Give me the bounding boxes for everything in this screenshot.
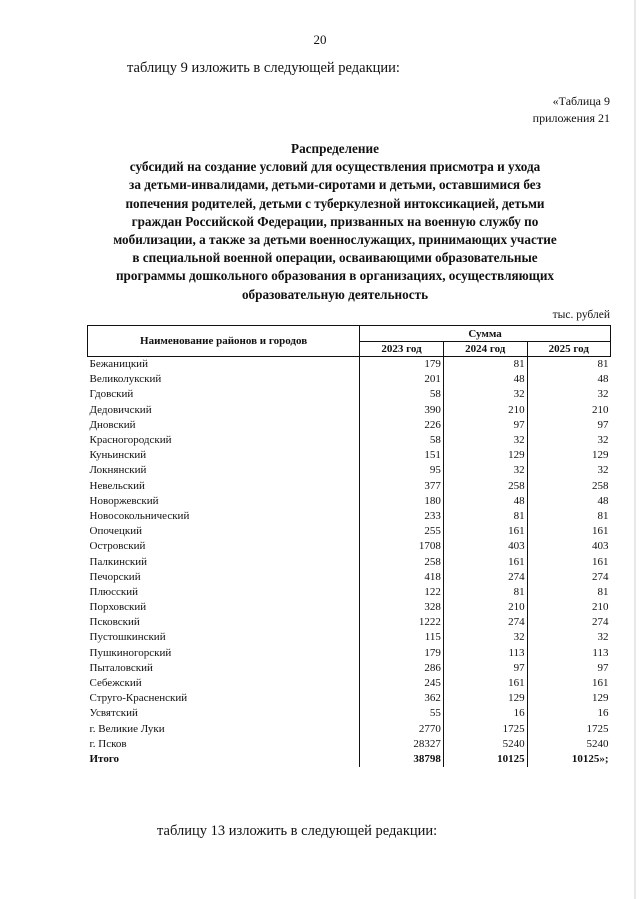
value-2025: 161 <box>592 677 609 690</box>
value-2024: 32 <box>443 630 527 645</box>
value-2025: 258 <box>592 479 609 492</box>
value-2025: 403 <box>592 540 609 553</box>
column-header-2025: 2025 год <box>527 342 610 357</box>
table-row <box>88 403 611 418</box>
table-row <box>88 676 611 691</box>
value-2025: 32 <box>597 388 609 401</box>
units-label: тыс. рублей <box>552 309 610 321</box>
column-header-name: Наименование районов и городов <box>88 326 360 357</box>
table-row <box>88 706 611 721</box>
table-row <box>88 661 611 676</box>
table-body <box>88 357 611 768</box>
table-total-row <box>88 752 611 767</box>
table-row <box>88 737 611 752</box>
value-2025: 97 <box>597 661 609 674</box>
value-2024: 210 <box>443 403 527 418</box>
value-2024: 48 <box>443 494 527 509</box>
row-name: Печорский <box>89 570 141 583</box>
value-2025: 97 <box>597 418 609 431</box>
value-2025: 274 <box>592 570 609 583</box>
value-2025: 81 <box>597 509 609 522</box>
value-2024: 81 <box>443 509 527 524</box>
subsidy-table <box>87 325 611 767</box>
value-2023: 201 <box>360 372 444 387</box>
row-name: Опочецкий <box>89 525 142 538</box>
table-row <box>88 539 611 554</box>
value-2025: 1725 <box>586 722 609 735</box>
value-2023: 122 <box>360 585 444 600</box>
value-2025: 161 <box>592 555 609 568</box>
value-2023: 2770 <box>360 722 444 737</box>
heading-line: образовательную деятельность <box>241 286 429 302</box>
value-2024: 403 <box>443 539 527 554</box>
row-name: г. Великие Луки <box>89 722 165 735</box>
heading-line: программы дошкольного образования в организациях, осуществляющих <box>115 268 555 284</box>
table-reference <box>533 93 610 127</box>
row-name: Итого <box>89 752 120 765</box>
value-2024: 32 <box>443 433 527 448</box>
row-name: Дедовичский <box>89 403 152 416</box>
value-2025: 129 <box>592 449 609 462</box>
table-row <box>88 570 611 585</box>
value-2025: 48 <box>597 373 609 386</box>
value-2023: 286 <box>360 661 444 676</box>
row-name: Плюсский <box>89 585 139 598</box>
heading-line: попечения родителей, детьми с туберкулезной интоксикацией, детьми <box>125 195 545 211</box>
value-2024: 113 <box>443 646 527 661</box>
value-2024: 274 <box>443 570 527 585</box>
value-2023: 1222 <box>360 615 444 630</box>
row-name: Новосокольнический <box>89 509 190 522</box>
value-2023: 58 <box>360 387 444 402</box>
heading-line: за детьми-инвалидами, детьми-сиротами и детьми, оставшимися без <box>129 177 541 193</box>
value-2024: 81 <box>443 357 527 373</box>
heading-title: Распределение <box>291 141 379 156</box>
row-name: Пушкиногорский <box>89 646 172 659</box>
value-2023: 95 <box>360 463 444 478</box>
column-header-2024: 2024 год <box>443 342 527 357</box>
value-2024: 161 <box>443 676 527 691</box>
value-2023: 28327 <box>360 737 444 752</box>
table-row <box>88 554 611 569</box>
table-row <box>88 387 611 402</box>
row-name: Струго-Красненский <box>89 692 188 705</box>
table-row <box>88 418 611 433</box>
value-2023: 258 <box>360 554 444 569</box>
value-2025: 16 <box>597 707 609 720</box>
table-row <box>88 691 611 706</box>
value-2023: 55 <box>360 706 444 721</box>
value-2023: 38798 <box>360 752 444 767</box>
row-name: Новоржевский <box>89 494 159 507</box>
value-2025: 5240 <box>586 737 609 750</box>
table-row <box>88 615 611 630</box>
value-2023: 328 <box>360 600 444 615</box>
row-name: Порховский <box>89 601 147 614</box>
table-row <box>88 448 611 463</box>
value-2025: 210 <box>592 601 609 614</box>
row-name: Великолукский <box>89 373 162 386</box>
value-2024: 274 <box>443 615 527 630</box>
value-2024: 48 <box>443 372 527 387</box>
row-name: Себежский <box>89 677 142 690</box>
value-2023: 226 <box>360 418 444 433</box>
row-name: Палкинский <box>89 555 148 568</box>
table-row <box>88 722 611 737</box>
page-number: 20 <box>313 32 327 47</box>
value-2023: 362 <box>360 691 444 706</box>
value-2025: 81 <box>597 358 609 371</box>
row-name: г. Псков <box>89 737 127 750</box>
row-name: Гдовский <box>89 388 134 401</box>
document-heading <box>60 140 610 304</box>
value-2025: 210 <box>592 403 609 416</box>
row-name: Дновский <box>89 418 136 431</box>
value-2023: 233 <box>360 509 444 524</box>
table-row <box>88 646 611 661</box>
value-2023: 115 <box>360 630 444 645</box>
value-2024: 10125 <box>443 752 527 767</box>
intro-text: таблицу 9 изложить в следующей редакции: <box>127 60 400 76</box>
value-2024: 1725 <box>443 722 527 737</box>
value-2023: 255 <box>360 524 444 539</box>
row-name: Островский <box>89 540 146 553</box>
value-2025: 32 <box>597 464 609 477</box>
value-2023: 418 <box>360 570 444 585</box>
value-2023: 179 <box>360 357 444 373</box>
row-name: Усвятский <box>89 707 138 720</box>
table-row <box>88 433 611 448</box>
value-2024: 161 <box>443 524 527 539</box>
scan-edge-line <box>634 0 636 899</box>
table-row <box>88 509 611 524</box>
value-2024: 16 <box>443 706 527 721</box>
row-name: Пыталовский <box>89 661 153 674</box>
value-2023: 179 <box>360 646 444 661</box>
table-row <box>88 357 611 373</box>
row-name: Куньинский <box>89 449 147 462</box>
table-row <box>88 585 611 600</box>
value-2023: 390 <box>360 403 444 418</box>
value-2023: 1708 <box>360 539 444 554</box>
table-row <box>88 494 611 509</box>
value-2025: 129 <box>592 692 609 705</box>
value-2024: 258 <box>443 479 527 494</box>
value-2024: 129 <box>443 448 527 463</box>
heading-line: граждан Российской Федерации, призванных на военную службу по <box>131 213 539 229</box>
value-2024: 32 <box>443 463 527 478</box>
table-row <box>88 463 611 478</box>
value-2025: 113 <box>592 646 609 659</box>
value-2025: 32 <box>597 631 609 644</box>
row-name: Псковский <box>89 616 140 629</box>
value-2023: 245 <box>360 676 444 691</box>
value-2023: 180 <box>360 494 444 509</box>
value-2025: 32 <box>597 434 609 447</box>
value-2023: 58 <box>360 433 444 448</box>
value-2025: 81 <box>597 585 609 598</box>
table-row <box>88 479 611 494</box>
value-2024: 97 <box>443 661 527 676</box>
value-2025: 48 <box>597 494 609 507</box>
row-name: Пустошкинский <box>89 631 166 644</box>
value-2024: 210 <box>443 600 527 615</box>
value-2025: 10125»; <box>571 752 609 765</box>
value-2024: 129 <box>443 691 527 706</box>
table-reference-line-1: «Таблица 9 <box>552 94 610 108</box>
table-row <box>88 630 611 645</box>
value-2025: 274 <box>592 616 609 629</box>
value-2025: 161 <box>592 525 609 538</box>
table-reference-line-2: приложения 21 <box>532 111 610 125</box>
column-header-2023: 2023 год <box>360 342 444 357</box>
value-2024: 5240 <box>443 737 527 752</box>
row-name: Невельский <box>89 479 145 492</box>
table-row <box>88 372 611 387</box>
heading-line: субсидий на создание условий для осуществления присмотра и ухода <box>129 159 541 175</box>
value-2024: 97 <box>443 418 527 433</box>
table-row <box>88 524 611 539</box>
row-name: Бежаницкий <box>89 358 148 371</box>
closing-text: таблицу 13 изложить в следующей редакции: <box>157 823 438 839</box>
column-header-sum: Сумма <box>360 326 611 342</box>
value-2024: 161 <box>443 554 527 569</box>
value-2023: 377 <box>360 479 444 494</box>
value-2023: 151 <box>360 448 444 463</box>
heading-line: мобилизации, а также за детьми военнослужащих, принимающих участие <box>113 232 557 248</box>
value-2024: 81 <box>443 585 527 600</box>
row-name: Локнянский <box>89 464 147 477</box>
heading-line: в специальной военной операции, осваивающими образовательные <box>132 250 538 266</box>
value-2024: 32 <box>443 387 527 402</box>
table-row <box>88 600 611 615</box>
row-name: Красногородский <box>89 434 172 447</box>
